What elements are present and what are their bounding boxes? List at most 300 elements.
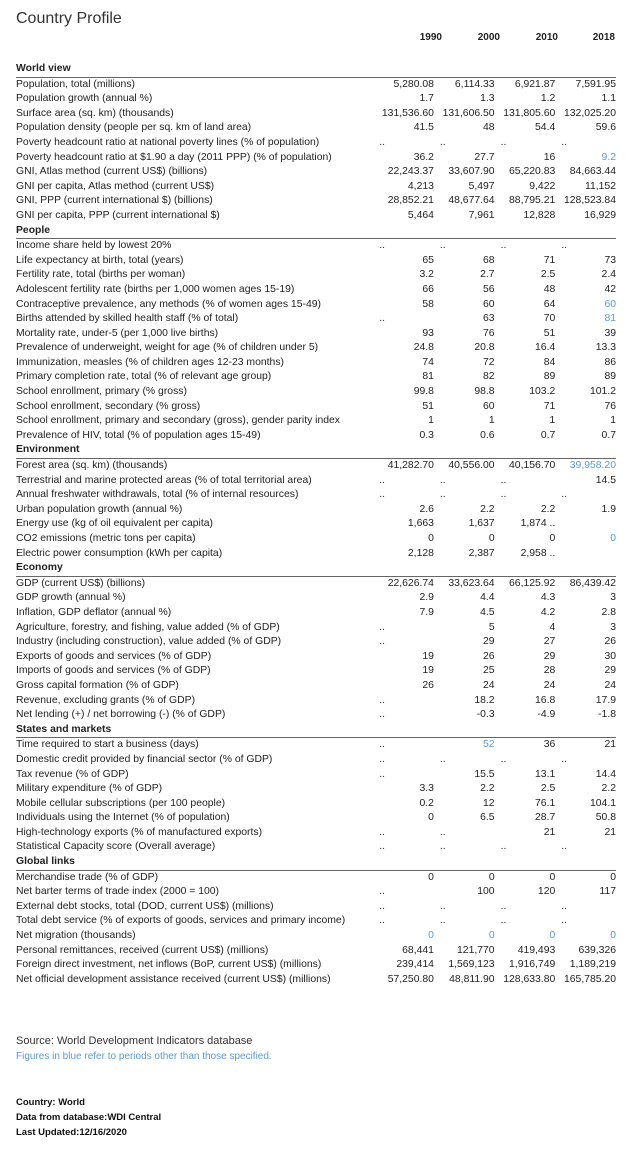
value-cell-2010: 9,422 [529,180,556,192]
value-cell-1990: 1,663 [407,518,434,530]
value-cell-2000: 26 [483,650,495,662]
value-cell-2018: 16,929 [584,209,616,221]
value-cell-2010: 71 [543,254,556,266]
indicator-label: Population growth (annual %) [16,93,153,105]
value-cell-2000: 52 [483,739,495,751]
indicator-label: External debt stocks, total (DOD, current US$) (millions) [16,900,274,912]
value-cell-2010: 1,874 .. [520,518,556,530]
table-row [16,165,616,180]
indicator-label: Immunization, measles (% of children ages 12-23 months) [16,356,284,368]
indicator-label: Net lending (+) / net borrowing (-) (% of GDP) [16,709,226,721]
table-row [16,107,616,122]
value-cell-2000: 98.8 [474,386,495,398]
value-cell-2018: 117 [599,886,616,898]
value-cell-2000: 72 [483,356,495,368]
value-cell-2010: .. [500,841,507,853]
value-cell-1990: 26 [422,679,434,691]
indicator-label: Prevalence of HIV, total (% of population ages 15-49) [16,429,261,441]
value-cell-1990: .. [379,753,386,765]
table-row [16,973,616,988]
value-cell-2000: 5 [488,621,495,633]
indicator-label: GDP growth (annual %) [16,592,126,604]
value-cell-1990: .. [379,768,386,780]
value-cell-2010: 2.2 [540,503,556,515]
value-cell-2000: 0.6 [480,429,495,441]
value-cell-2010: .. [500,753,507,765]
indicator-label: Imports of goods and services (% of GDP) [16,665,211,677]
value-cell-2010: 4.2 [540,606,556,618]
indicator-label: CO2 emissions (metric tons per capita) [16,533,196,544]
section-title: World view [16,62,616,77]
indicator-label: Mortality rate, under-5 (per 1,000 live births) [16,327,219,339]
indicator-label: Electric power consumption (kWh per capita) [16,547,223,559]
value-cell-2000: 12 [483,797,495,809]
value-cell-2018: 81 [604,313,616,325]
value-cell-2000: 5,497 [468,180,495,192]
value-cell-2010: 54.4 [535,122,556,134]
section-title: People [16,224,616,239]
value-cell-1990: 5,280.08 [393,78,434,90]
value-cell-2018: 59.6 [595,122,616,134]
value-cell-2010: 64 [543,298,556,310]
value-cell-2010: 0 [549,930,556,942]
value-cell-2000: 2.2 [480,783,495,795]
value-cell-2000: 56 [483,283,495,295]
indicator-label: Revenue, excluding grants (% of GDP) [16,694,196,706]
value-cell-2010: .. [500,900,507,912]
table-row [16,694,616,709]
value-cell-2018: 76 [604,400,616,412]
value-cell-2018: 2.4 [601,269,616,281]
value-cell-2010: 51 [543,327,556,339]
indicator-label: GNI, Atlas method (current US$) (billions) [16,166,208,178]
value-cell-2018: 2.2 [601,783,616,795]
value-cell-2018: 21 [604,826,616,838]
indicator-label: GDP (current US$) (billions) [16,577,146,589]
value-cell-1990: .. [379,709,386,721]
value-cell-1990: 7.9 [419,606,434,618]
value-cell-1990: 2.9 [419,592,434,604]
table-row [16,341,616,356]
value-cell-2000: -0.3 [476,709,495,721]
table-row [16,768,616,783]
value-cell-1990: 1 [428,415,434,427]
value-cell-2000: .. [439,826,446,838]
value-cell-1990: .. [379,694,386,706]
value-cell-1990: 41.5 [413,122,434,134]
indicator-label: Poverty headcount ratio at national poverty lines (% of population) [16,136,320,148]
value-cell-2000: 33,623.64 [448,577,495,589]
value-cell-2018: 9.2 [601,151,616,163]
table-row [16,312,616,327]
value-cell-2018: 26 [604,636,616,648]
table-row [16,782,616,797]
value-cell-2018: 86 [604,356,616,368]
value-cell-2010: 28 [543,665,556,677]
section-header [16,224,616,239]
value-cell-2018: .. [561,900,568,912]
value-cell-2000: 24 [483,679,495,691]
value-cell-2010: 71 [543,400,556,412]
section-title: States and markets [16,723,616,738]
indicator-label: Statistical Capacity score (Overall average) [16,841,216,853]
value-cell-2010: 4 [549,621,556,633]
table-row [16,532,616,547]
value-cell-1990: 0 [428,871,434,883]
indicator-label: Energy use (kg of oil equivalent per capita) [16,518,213,530]
value-cell-1990: 19 [422,665,434,677]
value-cell-2018: 73 [604,254,616,266]
value-cell-2018: 86,439.42 [569,577,616,589]
table-row [16,958,616,973]
value-cell-1990: 24.8 [413,342,434,354]
table-row [16,239,616,254]
value-cell-2000: .. [439,915,446,927]
value-cell-2010: 29 [543,650,556,662]
table-row [16,268,616,283]
value-cell-1990: 0.2 [419,797,434,809]
table-row [16,753,616,768]
table-row [16,621,616,636]
value-cell-2018: .. [561,753,568,765]
value-cell-2018: 104.1 [589,797,616,809]
value-cell-2000: 7,961 [468,209,495,221]
value-cell-2010: 1.2 [540,93,556,105]
value-cell-2010: 70 [543,313,556,325]
value-cell-2018: 84,663.44 [569,166,616,178]
section-header [16,855,616,870]
value-cell-1990: 0 [428,930,434,942]
indicator-label: High-technology exports (% of manufactured exports) [16,826,263,838]
indicator-label: Life expectancy at birth, total (years) [16,254,184,266]
indicator-label: GNI per capita, PPP (current international $) [16,209,220,221]
value-cell-2010: 89 [543,371,556,383]
indicator-label: School enrollment, secondary (% gross) [16,400,201,412]
table-row [16,370,616,385]
indicator-label: Foreign direct investment, net inflows (BoP, current US$) (millions) [16,959,322,971]
section-header [16,62,616,77]
value-cell-2000: 1,637 [468,518,495,530]
value-cell-2018: 0 [610,871,616,883]
value-cell-2010: 2.5 [540,269,556,281]
value-cell-2010: 16.4 [535,342,556,354]
value-cell-2000: 27.7 [474,151,495,163]
value-cell-1990: 22,626.74 [387,577,434,589]
value-cell-2010: 84 [543,356,556,368]
value-cell-2000: 48,811.90 [449,973,495,985]
value-cell-2018: .. [561,841,568,853]
value-cell-2000: 1,569,123 [448,959,495,971]
value-cell-2018: 60 [604,298,616,310]
value-cell-2010: 2,958 .. [520,547,556,559]
section-title: Economy [16,561,616,576]
value-cell-2018: 21 [604,739,616,751]
value-cell-2000: .. [439,136,446,148]
value-cell-2000: 1.3 [480,93,495,105]
year-header [0,32,631,46]
value-cell-2010: 419,493 [517,944,556,956]
value-cell-2000: 2,387 [468,547,495,559]
value-cell-2018: .. [561,915,568,927]
value-cell-2000: 48 [483,122,495,134]
value-cell-2010: 1 [549,415,556,427]
value-cell-2000: 121,770 [457,944,495,956]
value-cell-2018: 14.5 [595,474,616,486]
indicator-label: Net barter terms of trade index (2000 = 100) [16,886,220,898]
section-header [16,561,616,576]
table-row [16,254,616,269]
value-cell-2000: 33,607.90 [448,166,495,178]
table-row [16,77,616,92]
value-cell-1990: .. [379,886,386,898]
value-cell-2010: 36 [543,739,556,751]
table-row [16,356,616,371]
value-cell-1990: 1.7 [419,93,434,105]
value-cell-2018: 132,025.20 [563,107,616,119]
value-cell-2010: 88,795.21 [509,195,556,207]
indicator-label: Births attended by skilled health staff (% of total) [16,313,239,325]
value-cell-2010: 48 [543,283,556,295]
table-row [16,811,616,826]
section-title: Global links [16,855,616,870]
indicator-label: School enrollment, primary and secondary (gross), gender parity index [16,415,340,427]
value-cell-2018: -1.8 [598,709,616,721]
value-cell-2010: 66,125.92 [509,577,556,589]
table-row [16,576,616,591]
value-cell-2018: 128,523.84 [563,195,616,207]
indicator-label: GNI, PPP (current international $) (billions) [16,195,213,207]
indicator-label: Adolescent fertility rate (births per 1,000 women ages 15-19) [16,283,295,295]
table-row [16,327,616,342]
value-cell-2010: 0 [549,533,556,544]
value-cell-1990: 131,536.60 [381,107,434,119]
indicator-label: Personal remittances, received (current US$) (millions) [16,944,269,956]
value-cell-2000: 2.2 [480,503,495,515]
value-cell-2018: 0.7 [601,429,616,441]
table-row [16,708,616,723]
value-cell-2018 [555,517,616,532]
indicator-label: GNI per capita, Atlas method (current US$) [16,180,215,192]
value-cell-1990: 68,441 [402,944,434,956]
value-cell-1990: .. [379,489,386,501]
blue-figures-note: Figures in blue refer to periods other than those specified. [16,1051,272,1062]
indicator-label: Mobile cellular subscriptions (per 100 people) [16,797,226,809]
value-cell-2010: 65,220.83 [509,166,556,178]
value-cell-2018: 14.4 [595,768,616,780]
value-cell-2000: .. [439,474,446,486]
value-cell-2010: 0.7 [540,429,556,441]
value-cell-2010: 131,805.60 [503,107,556,119]
section-header [16,723,616,738]
year-header-3: 2018 [592,32,615,43]
value-cell-2018: 165,785.20 [563,973,616,985]
page-title: Country Profile [16,10,122,27]
value-cell-2000: 18.2 [474,694,495,706]
table-row [16,92,616,107]
value-cell-2010: 40,156.70 [509,460,556,472]
value-cell-2018: 1 [610,415,616,427]
value-cell-2000: 76 [483,327,495,339]
value-cell-2018: 13.3 [595,342,616,354]
value-cell-1990: 0.3 [419,429,434,441]
value-cell-2000: 6,114.33 [454,78,495,90]
value-cell-2010: 13.1 [535,768,556,780]
table-row [16,414,616,429]
value-cell-2018: 39 [604,327,616,339]
value-cell-2010: 2.5 [540,783,556,795]
value-cell-2010: 12,828 [523,209,556,221]
table-row [16,826,616,841]
value-cell-2010: 24 [543,679,556,691]
indicator-label: Poverty headcount ratio at $1.90 a day (2011 PPP) (% of population) [16,151,332,163]
value-cell-2010: 28.7 [535,812,556,824]
value-cell-2000: 6.5 [480,812,495,824]
value-cell-2000: 63 [483,313,495,325]
value-cell-1990: 74 [422,356,434,368]
table-row [16,944,616,959]
table-row [16,664,616,679]
value-cell-2000: 0 [488,930,495,942]
table-row [16,488,616,503]
value-cell-1990: 22,243.37 [387,166,434,178]
table-row [16,283,616,298]
indicator-label: Surface area (sq. km) (thousands) [16,107,174,119]
indicator-label: Annual freshwater withdrawals, total (% of internal resources) [16,489,299,501]
table-row [16,679,616,694]
value-cell-2000: 25 [483,665,495,677]
table-row [16,797,616,812]
value-cell-1990: 239,414 [396,959,434,971]
value-cell-1990: .. [379,240,386,252]
table-row [16,400,616,415]
value-cell-2018: 2.8 [601,606,616,618]
value-cell-2000: 60 [483,298,495,310]
indicator-label: Total debt service (% of exports of goods, services and primary income) [16,915,346,927]
value-cell-2010: 27 [543,636,556,648]
indicator-label: Industry (including construction), value added (% of GDP) [16,636,282,648]
indicator-label: Military expenditure (% of GDP) [16,783,163,795]
value-cell-2010: 21 [543,826,556,838]
value-cell-2010: 16 [543,151,556,163]
table-row [16,650,616,665]
indicator-label: Merchandise trade (% of GDP) [16,871,159,883]
indicator-label: Inflation, GDP deflator (annual %) [16,606,172,618]
value-cell-1990: 0 [428,533,434,544]
value-cell-2000: 1 [488,415,495,427]
value-cell-1990: 0 [428,812,434,824]
table-row [16,885,616,900]
value-cell-2010: .. [500,474,507,486]
indicator-label: School enrollment, primary (% gross) [16,386,187,398]
value-cell-1990: 81 [422,371,434,383]
indicator-label: Gross capital formation (% of GDP) [16,679,179,691]
value-cell-1990: 36.2 [413,151,434,163]
value-cell-2000: 100 [477,886,495,898]
value-cell-2018: 50.8 [595,812,616,824]
value-cell-2000: 60 [483,400,495,412]
value-cell-1990: 41,282.70 [387,460,434,472]
value-cell-2018: 1.9 [601,503,616,515]
value-cell-1990: 66 [422,283,434,295]
value-cell-2018: 17.9 [595,694,616,706]
value-cell-2000: .. [439,753,446,765]
value-cell-2010: 1,916,749 [509,959,556,971]
value-cell-2010: 128,633.80 [503,973,556,985]
table-row [16,900,616,915]
year-header-0: 1990 [419,32,442,43]
value-cell-2018: 29 [604,665,616,677]
table-row [16,503,616,518]
value-cell-2018: .. [561,240,568,252]
indicator-label: Exports of goods and services (% of GDP) [16,650,212,662]
value-cell-1990: 3.2 [419,269,434,281]
value-cell-2000: 4.4 [480,592,495,604]
indicator-label: Terrestrial and marine protected areas (% of total territorial area) [16,474,312,486]
table-row [16,151,616,166]
value-cell-2018: 0 [610,533,616,544]
value-cell-2000: 15.5 [474,768,495,780]
value-cell-2000: 48,677.64 [448,195,495,207]
table-row [16,136,616,151]
value-cell-2018 [555,547,616,562]
value-cell-2010: 76.1 [535,797,556,809]
value-cell-1990: .. [379,915,386,927]
value-cell-1990: 5,464 [407,209,434,221]
value-cell-1990: .. [379,136,386,148]
table-row [16,591,616,606]
indicator-label: Population density (people per sq. km of land area) [16,122,252,134]
year-header-1: 2000 [477,32,500,43]
value-cell-1990: .. [379,900,386,912]
table-row [16,209,616,224]
value-cell-2010: .. [500,240,507,252]
value-cell-1990: 57,250.80 [387,973,434,985]
value-cell-2010: 6,921.87 [514,78,556,90]
indicator-label: Fertility rate, total (births per woman) [16,269,186,281]
value-cell-2018: 101.2 [589,386,616,398]
value-cell-2010: 4.3 [540,592,556,604]
value-cell-2000: .. [439,841,446,853]
table-row [16,517,616,532]
table-row [16,121,616,136]
value-cell-1990: .. [379,826,386,838]
value-cell-2000: 68 [483,254,495,266]
value-cell-2010: .. [500,489,507,501]
value-cell-2000: 82 [483,371,495,383]
value-cell-2010: 103.2 [529,386,556,398]
indicator-label: Individuals using the Internet (% of population) [16,812,230,824]
value-cell-2000: 29 [483,636,495,648]
value-cell-2018: 639,326 [578,944,616,956]
value-cell-1990: 93 [422,327,434,339]
value-cell-1990: .. [379,841,386,853]
value-cell-2000: .. [439,489,446,501]
indicator-label: Tax revenue (% of GDP) [16,768,129,780]
table-row [16,914,616,929]
value-cell-2010: -4.9 [537,709,556,721]
indicator-label: Agriculture, forestry, and fishing, value added (% of GDP) [16,621,280,633]
indicator-label: Net official development assistance received (current US$) (millions) [16,973,331,985]
value-cell-1990: 4,213 [407,180,434,192]
value-cell-2018: 30 [604,650,616,662]
indicator-label: Primary completion rate, total (% of relevant age group) [16,371,272,383]
value-cell-1990: 58 [422,298,434,310]
value-cell-1990: .. [379,313,386,325]
table-row [16,738,616,753]
value-cell-1990: .. [379,739,386,751]
value-cell-2000: 40,556.00 [448,460,495,472]
value-cell-1990: 3.3 [419,783,434,795]
